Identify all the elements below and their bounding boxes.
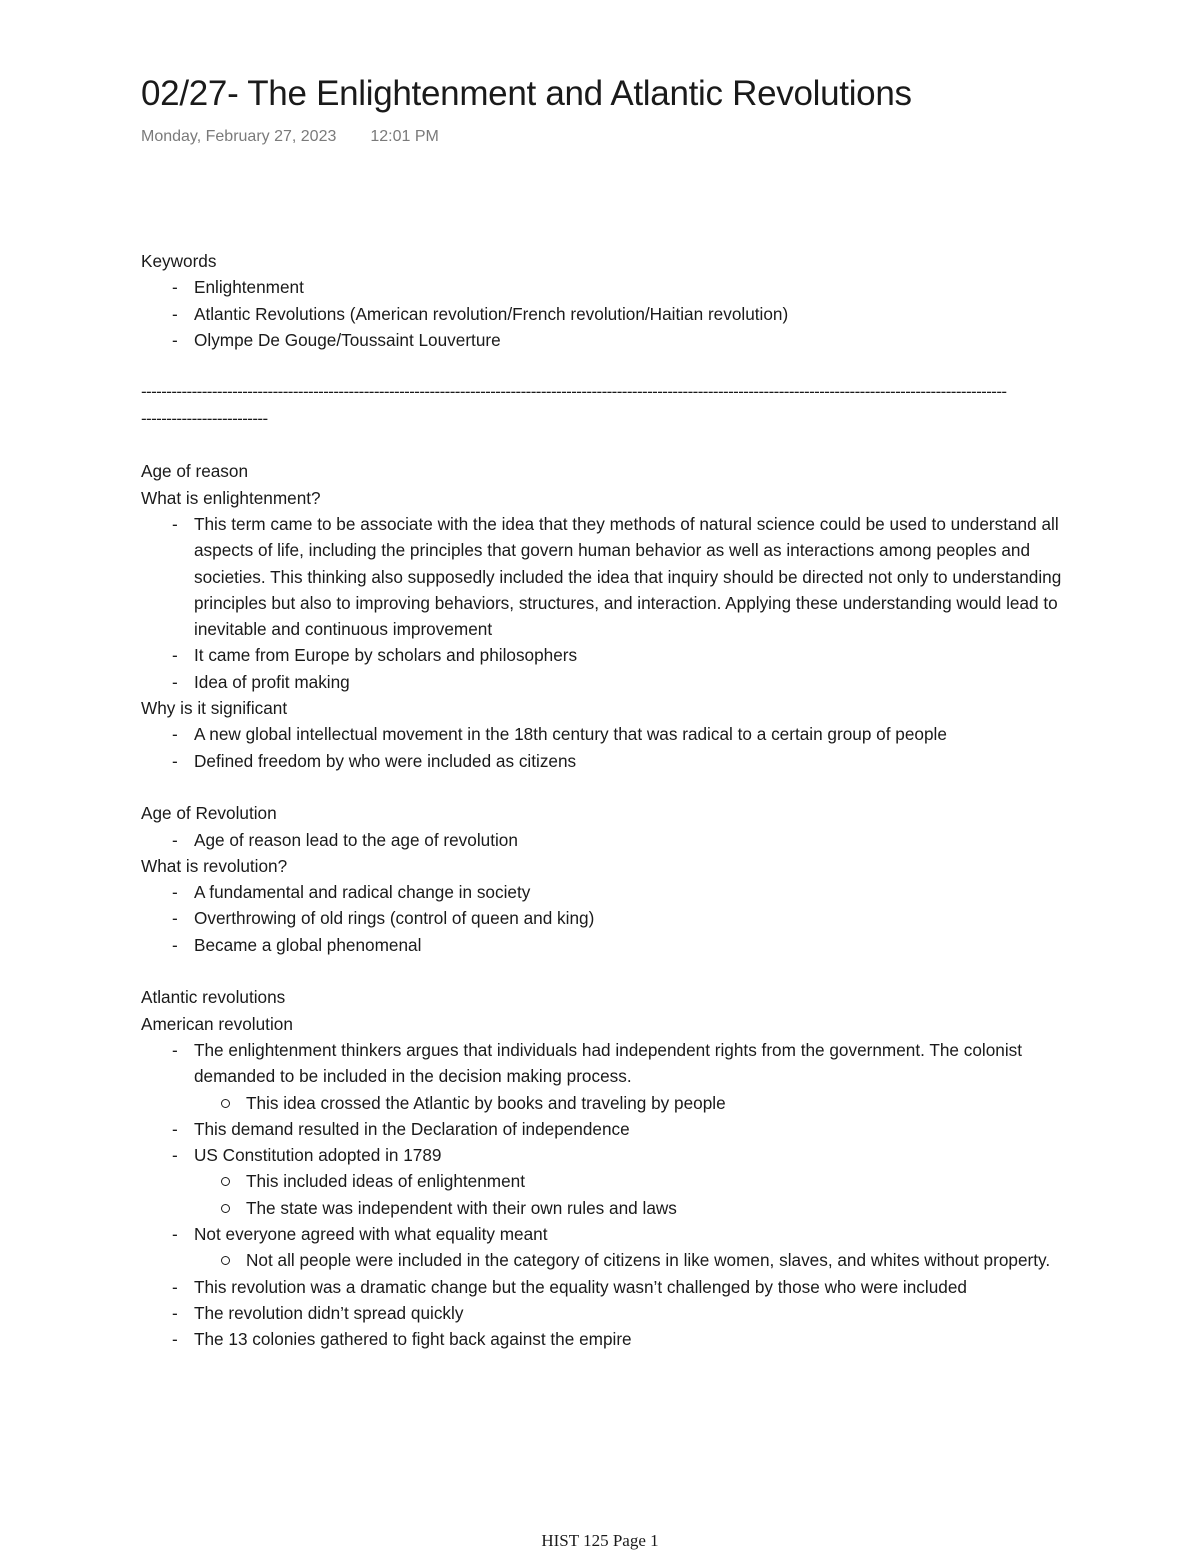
section-heading-age-of-reason: Age of reason xyxy=(141,461,249,482)
page-footer: HIST 125 Page 1 xyxy=(541,1531,659,1550)
note-body xyxy=(141,248,1066,1352)
note-meta xyxy=(141,128,439,146)
list-item: - Age of reason lead to the age of revolution xyxy=(194,827,1066,853)
sub-list xyxy=(194,1247,1066,1273)
page-title: 02/27- The Enlightenment and Atlantic Revolutions xyxy=(141,74,912,113)
keywords-heading: Keywords xyxy=(141,251,217,271)
list-item: - US Constitution adopted in 1789 This included ideas of enlightenment The state was independent with their own rules and laws xyxy=(194,1142,1066,1221)
list-item: - A new global intellectual movement in the 18th century that was radical to a certain group of people xyxy=(194,721,1066,747)
list-item: - Enlightenment xyxy=(194,274,1066,300)
list-item: - Olympe De Gouge/Toussaint Louverture xyxy=(194,327,1066,353)
question-what-is-revolution: What is revolution? xyxy=(141,855,288,876)
enlightenment-list xyxy=(141,511,1066,695)
list-item: - Overthrowing of old rings (control of queen and king) xyxy=(194,905,1066,931)
list-item: - This revolution was a dramatic change but the equality wasn’t challenged by those who were included xyxy=(194,1274,1066,1300)
list-item: - Defined freedom by who were included as citizens xyxy=(194,748,1066,774)
list-item: - A fundamental and radical change in society xyxy=(194,879,1066,905)
sub-list xyxy=(194,1168,1066,1221)
list-item: - It came from Europe by scholars and philosophers xyxy=(194,642,1066,668)
age-of-revolution-list xyxy=(141,827,1066,853)
list-item: - The enlightenment thinkers argues that individuals had independent rights from the government. The colonist demanded to be included in the decision making process. This idea crossed the Atlantic by books and traveling by people xyxy=(194,1037,1066,1116)
list-item: - This term came to be associate with the idea that they methods of natural science could be used to understand all aspects of life, including the principles that govern human behavior as well as interactions among peoples and societies. This thinking also supposedly included the idea that inquiry should be directed not only to understanding principles but also to improving behaviors, structures, and interaction. Applying these understanding would lead to inevitable and continuous improvement xyxy=(194,511,1066,642)
section-heading-atlantic-revolutions: Atlantic revolutions xyxy=(141,987,286,1008)
section-heading-age-of-revolution: Age of Revolution xyxy=(141,803,277,824)
list-item: - The revolution didn’t spread quickly xyxy=(194,1300,1066,1326)
sub-list-item: This idea crossed the Atlantic by books and traveling by people xyxy=(246,1090,1066,1116)
sub-list xyxy=(194,1090,1066,1116)
revolution-list xyxy=(141,879,1066,958)
question-what-is-enlightenment: What is enlightenment? xyxy=(141,487,321,508)
note-time: 12:01 PM xyxy=(370,128,439,145)
list-item: - Atlantic Revolutions (American revolution/French revolution/Haitian revolution) xyxy=(194,301,1066,327)
significance-list xyxy=(141,721,1066,774)
question-why-significant: Why is it significant xyxy=(141,698,288,719)
list-item: - This demand resulted in the Declaration of independence xyxy=(194,1116,1066,1142)
note-date: Monday, February 27, 2023 xyxy=(141,128,337,145)
list-item: - The 13 colonies gathered to fight back against the empire xyxy=(194,1326,1066,1352)
sub-list-item: The state was independent with their own rules and laws xyxy=(246,1195,1066,1221)
american-revolution-list xyxy=(141,1037,1066,1353)
keywords-list xyxy=(141,274,1066,353)
divider-line: --------------------------------------------------------------------------------------------------------------------------------------------------------------------------- ------------------------- xyxy=(141,382,1007,428)
sub-list-item: Not all people were included in the category of citizens in like women, slaves, and whites without property. xyxy=(246,1247,1066,1273)
list-item: - Not everyone agreed with what equality meant Not all people were included in the category of citizens in like women, slaves, and whites without property. xyxy=(194,1221,1066,1274)
list-item: - Became a global phenomenal xyxy=(194,932,1066,958)
sub-list-item: This included ideas of enlightenment xyxy=(246,1168,1066,1194)
list-item: - Idea of profit making xyxy=(194,669,1066,695)
subheading-american-revolution: American revolution xyxy=(141,1013,293,1034)
